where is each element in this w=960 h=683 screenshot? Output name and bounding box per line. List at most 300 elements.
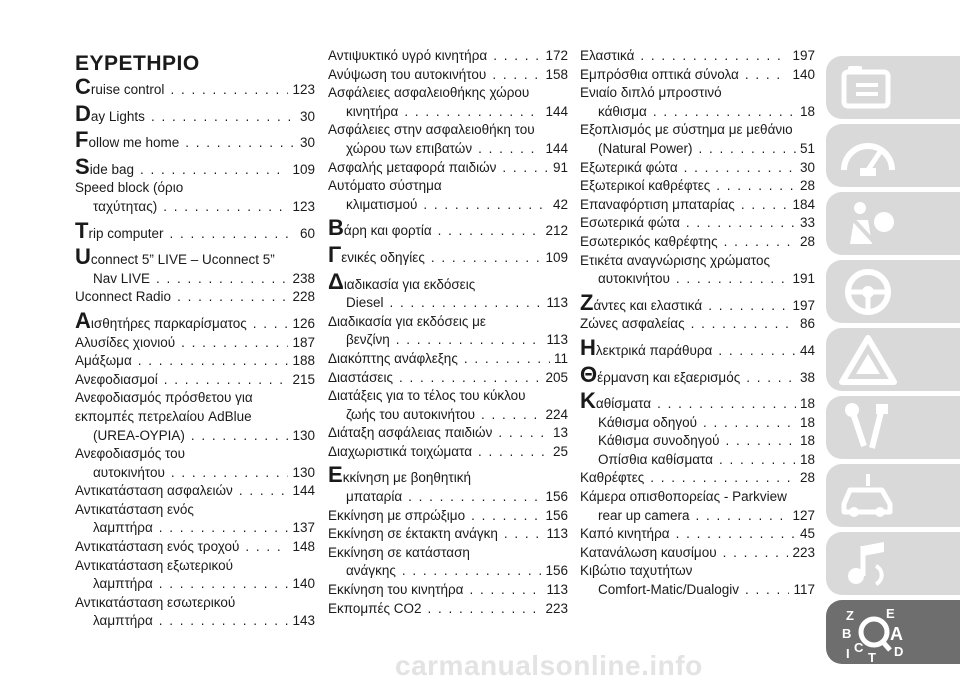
index-initial: Ε — [328, 462, 343, 488]
page-number: 44 — [799, 342, 815, 358]
entry-text: ollow me home — [88, 135, 180, 151]
entry-text: Διακόπτης ανάφλεξης — [328, 350, 458, 366]
index-column-2 — [328, 47, 568, 618]
entry-text: Εμπρόσθια οπτικά σύνολα — [580, 66, 739, 82]
index-entry — [328, 387, 568, 424]
leader-dots — [175, 334, 288, 353]
page-number: 30 — [299, 108, 315, 124]
leader-dots — [425, 249, 542, 268]
entry-text: μπαταρία — [346, 489, 403, 505]
tab-maintenance[interactable] — [826, 396, 960, 459]
entry-text: Κάμερα οπισθοπορείας - Parkview — [580, 489, 787, 505]
leader-dots — [157, 198, 288, 217]
leader-dots — [458, 350, 550, 369]
page-number: 30 — [799, 159, 815, 175]
entry-text: Ανεφοδιασμοί — [75, 371, 158, 387]
leader-dots — [487, 47, 541, 66]
leader-dots — [247, 315, 289, 334]
index-initial: Γ — [328, 241, 342, 267]
index-entry — [328, 581, 568, 600]
leader-dots — [680, 214, 796, 233]
entry-text: Ασφαλής μεταφορά παιδιών — [328, 159, 497, 175]
entry-text: Διαστάσεις — [328, 369, 393, 385]
index-entry — [328, 600, 568, 619]
entry-text: Εκκίνηση του κινητήρα — [328, 582, 464, 598]
index-entry — [75, 352, 315, 371]
page-number: 130 — [292, 427, 315, 443]
entry-text: Ανεφοδιασμός πρόσθετου για — [75, 390, 253, 406]
page-number: 86 — [799, 316, 815, 332]
leader-dots — [492, 424, 549, 443]
page-number: 113 — [546, 295, 568, 311]
entry-text: ενικές οδηγίες — [341, 249, 425, 265]
index-entry — [580, 84, 815, 121]
leader-dots — [472, 140, 541, 159]
page-number: 188 — [292, 353, 315, 369]
leader-dots — [719, 432, 796, 451]
page-number: 45 — [799, 526, 815, 542]
entry-text: ταχύτητας) — [93, 198, 158, 214]
leader-dots — [739, 66, 789, 85]
entry-text: Εσωτερικά φώτα — [580, 215, 680, 231]
page-number: 205 — [545, 369, 568, 385]
index-entry — [580, 214, 815, 233]
index-letter: B — [842, 626, 852, 641]
leader-dots — [712, 342, 796, 361]
entry-text: Εκκίνηση σε κατάσταση — [328, 544, 470, 560]
index-entry — [580, 66, 815, 85]
index-initial: F — [75, 127, 89, 153]
leader-dots — [179, 134, 296, 153]
multimedia-icon — [838, 538, 898, 590]
page-number: 126 — [292, 315, 315, 331]
page-number: 123 — [292, 82, 315, 97]
dashboard-warning-icon — [838, 130, 898, 180]
entry-text: Εσωτερικός καθρέφτης — [580, 233, 718, 249]
entry-text: (UREA-ΟΥΡΙΑ) — [93, 427, 185, 443]
page-number: 144 — [545, 140, 568, 156]
page-number: 156 — [545, 489, 568, 505]
leader-dots — [422, 600, 542, 619]
index-entry — [328, 159, 568, 178]
leader-dots — [165, 464, 289, 483]
index-entry — [75, 100, 315, 127]
tab-car-info[interactable] — [826, 56, 960, 119]
index-initial: Η — [580, 334, 596, 360]
entry-text: Εξοπλισμός με σύστημα με μεθάνιο — [580, 122, 793, 138]
index-entry — [75, 217, 315, 244]
entry-text: Διαχωριστικά τοιχώματα — [328, 443, 473, 459]
leader-dots — [132, 352, 289, 371]
page-number: 60 — [299, 225, 315, 241]
page-number: 140 — [292, 576, 315, 592]
page-number: 51 — [799, 140, 815, 156]
page-number: 137 — [292, 520, 315, 536]
index-letter: I — [846, 646, 850, 661]
index-initial: Ζ — [580, 289, 594, 315]
leader-dots — [702, 297, 788, 316]
entry-text: Εκπομπές CO2 — [328, 600, 422, 616]
index-entry — [580, 525, 815, 544]
index-entry — [328, 350, 568, 369]
index-initial: U — [75, 244, 91, 270]
index-initial: D — [75, 100, 91, 126]
leader-dots — [384, 294, 543, 313]
tab-alphabetical-index[interactable] — [826, 600, 960, 664]
index-entry — [328, 177, 568, 214]
page-number: 238 — [292, 270, 315, 286]
index-initial: C — [75, 74, 91, 99]
index-entry — [328, 84, 568, 121]
tab-specs[interactable] — [826, 464, 960, 527]
entry-text: Καθρέφτες — [580, 470, 645, 486]
page-number: 187 — [292, 334, 315, 350]
entry-text: άρη και φορτία — [343, 223, 432, 239]
entry-text: ιαδικασία για εκδόσεις — [343, 276, 476, 292]
page-title: ΕΥΡΕΤΗΡΙΟ — [75, 52, 200, 75]
entry-text: Αντικατάσταση ενός τροχού — [75, 539, 240, 555]
entry-text: Κάθισμα οδηγού — [598, 414, 697, 430]
index-entry — [328, 507, 568, 526]
page-number: 172 — [545, 48, 568, 63]
entry-text: κλιματισμού — [346, 196, 418, 212]
index-entry — [75, 557, 315, 594]
leader-dots — [153, 612, 289, 631]
index-entry — [580, 361, 815, 388]
entry-text: Ελαστικά — [580, 48, 635, 63]
leader-dots — [134, 161, 288, 180]
index-letter: T — [868, 650, 876, 662]
entry-text: ay Lights — [90, 108, 145, 124]
index-letter: E — [886, 606, 895, 621]
entry-text: Εξωτερικά φώτα — [580, 159, 678, 175]
page-number: 144 — [292, 483, 315, 499]
leader-dots — [432, 222, 542, 241]
page-number: 140 — [792, 66, 815, 82]
page-number: 18 — [799, 433, 815, 449]
leader-dots — [390, 331, 543, 350]
index-entry — [75, 389, 315, 445]
index-entry — [328, 121, 568, 158]
index-entry — [580, 289, 815, 316]
index-letter: C — [854, 640, 864, 655]
leader-dots — [697, 414, 796, 433]
entry-text: εκπομπές πετρελαίου AdBlue — [75, 408, 252, 424]
tab-safety[interactable] — [826, 192, 960, 255]
index-entry — [580, 252, 815, 289]
leader-dots — [670, 270, 789, 289]
leader-dots — [717, 544, 789, 563]
index-column-3 — [580, 47, 815, 600]
page-number: 18 — [799, 414, 815, 430]
index-entry — [328, 525, 568, 544]
leader-dots — [718, 233, 796, 252]
index-entry — [75, 501, 315, 538]
page-number: 13 — [552, 425, 568, 441]
leader-dots — [670, 525, 796, 544]
index-entry — [580, 544, 815, 563]
tab-multimedia[interactable] — [826, 532, 960, 595]
index-entry — [580, 233, 815, 252]
index-entry — [328, 313, 568, 350]
leader-dots — [475, 406, 541, 425]
entry-text: Ετικέτα αναγνώρισης χρώματος — [580, 252, 771, 268]
index-entry — [580, 562, 815, 599]
entry-text: άντες και ελαστικά — [593, 297, 703, 313]
index-entry — [75, 288, 315, 307]
page-number: 184 — [792, 196, 815, 212]
entry-text: λεκτρικά παράθυρα — [595, 342, 713, 358]
index-entry — [328, 215, 568, 241]
index-entry — [580, 451, 815, 470]
page-number: 130 — [292, 464, 315, 480]
index-entry — [580, 388, 815, 414]
steering-wheel-icon — [838, 266, 898, 318]
entry-text: λαμπτήρα — [93, 520, 153, 536]
leader-dots — [690, 507, 789, 526]
page-number: 109 — [292, 161, 315, 177]
page-number: 109 — [545, 249, 568, 265]
leader-dots — [164, 81, 288, 100]
watermark: carmanualsonline.info — [395, 650, 703, 681]
leader-dots — [398, 103, 541, 122]
entry-text: Αυτόματο σύστημα — [328, 178, 442, 194]
leader-dots — [735, 196, 789, 215]
index-entry — [75, 153, 315, 180]
entry-text: Κατανάλωση καυσίμου — [580, 544, 717, 560]
index-entry — [580, 315, 815, 334]
index-entry — [328, 241, 568, 268]
leader-dots — [153, 519, 289, 538]
page-number: 33 — [799, 215, 815, 231]
entry-text: Αντικατάσταση ασφαλειών — [75, 483, 233, 499]
car-info-icon — [838, 62, 896, 112]
tools-icon — [838, 402, 898, 454]
entry-text: Ενιαίο διπλό μπροστινό — [580, 85, 722, 101]
page-number: 212 — [545, 223, 568, 239]
entry-text: Εκκίνηση με σπρώξιμο — [328, 507, 466, 523]
entry-text: Κιβώτιο ταχυτήτων — [580, 563, 693, 579]
entry-text: Ανύψωση του αυτοκινήτου — [328, 66, 487, 82]
page-number: 28 — [799, 233, 815, 249]
leader-dots — [158, 371, 289, 390]
entry-text: connect 5” LIVE – Uconnect 5” — [90, 252, 275, 268]
page-number: 117 — [793, 582, 815, 598]
entry-text: ruise control — [90, 82, 165, 97]
page-number: 18 — [799, 451, 815, 467]
page-number: 156 — [545, 563, 568, 579]
index-entry — [75, 179, 315, 216]
leader-dots — [634, 47, 788, 66]
index-entry — [75, 127, 315, 153]
index-initial: S — [75, 153, 90, 179]
entry-text: ide bag — [89, 161, 134, 177]
leader-dots — [150, 270, 288, 289]
leader-dots — [651, 395, 796, 414]
index-entry — [328, 369, 568, 388]
page-number: 113 — [546, 582, 568, 598]
entry-text: Αντιψυκτικό υγρό κινητήρα — [328, 48, 488, 63]
leader-dots — [496, 159, 549, 178]
page-number: 144 — [545, 103, 568, 119]
page-number: 30 — [299, 135, 315, 151]
entry-text: (Natural Power) — [598, 140, 693, 156]
page-number: 228 — [292, 289, 315, 305]
index-entry — [580, 159, 815, 178]
entry-text: Διατάξεις για το τέλος του κύκλου — [328, 388, 526, 404]
index-entry — [75, 244, 315, 288]
leader-dots — [402, 488, 541, 507]
index-entry — [580, 177, 815, 196]
entry-text: Αμάξωμα — [75, 353, 132, 369]
entry-text: αθίσματα — [595, 396, 652, 412]
entry-text: λαμπτήρα — [93, 576, 153, 592]
tab-driving[interactable] — [826, 260, 960, 323]
page-number: 127 — [792, 507, 815, 523]
leader-dots — [647, 103, 796, 122]
entry-text: κάθισμα — [598, 103, 647, 119]
entry-text: Uconnect Radio — [75, 289, 172, 305]
leader-dots — [486, 66, 541, 85]
entry-text: Αντικατάσταση εξωτερικού — [75, 557, 233, 573]
page-number: 215 — [292, 371, 315, 387]
index-entry — [580, 121, 815, 158]
page-number: 91 — [552, 159, 568, 175]
leader-dots — [163, 225, 295, 244]
index-entry — [75, 334, 315, 353]
entry-text: Καπό κινητήρα — [580, 526, 670, 542]
entry-text: Επαναφόρτιση μπαταρίας — [580, 196, 735, 212]
index-entry — [580, 414, 815, 433]
leader-dots — [685, 315, 796, 334]
page-number: 113 — [546, 332, 568, 348]
entry-text: έρμανση και εξαερισμός — [597, 369, 741, 385]
entry-text: ανάγκης — [346, 563, 396, 579]
leader-dots — [498, 525, 543, 544]
index-entry — [75, 445, 315, 482]
index-entry — [328, 268, 568, 313]
index-entry — [580, 196, 815, 215]
index-entry — [580, 47, 815, 66]
page-number: 42 — [552, 196, 568, 212]
entry-text: Diesel — [346, 295, 384, 311]
page-number: 38 — [799, 369, 815, 385]
index-entry — [580, 488, 815, 525]
index-entry — [75, 594, 315, 631]
entry-text: Οπίσθια καθίσματα — [598, 451, 713, 467]
page-number: 25 — [552, 443, 568, 459]
index-column-1 — [75, 47, 315, 631]
entry-text: ισθητήρες παρκαρίσματος — [90, 315, 247, 331]
page-number: 11 — [553, 350, 568, 366]
leader-dots — [393, 369, 542, 388]
leader-dots — [739, 581, 789, 600]
entry-text: Comfort-Matic/Dualogiv — [598, 582, 740, 598]
entry-text: Διάταξη ασφάλειας παιδιών — [328, 425, 493, 441]
index-entry — [328, 424, 568, 443]
entry-text: Εκκίνηση σε έκτακτη ανάγκη — [328, 526, 498, 542]
entry-text: ζωής του αυτοκινήτου — [346, 406, 476, 422]
index-entry — [580, 334, 815, 361]
page-number: 191 — [792, 271, 815, 287]
leader-dots — [693, 140, 796, 159]
leader-dots — [465, 507, 541, 526]
leader-dots — [713, 451, 796, 470]
entry-text: Nav LIVE — [93, 270, 151, 286]
entry-text: Αντικατάσταση εσωτερικού — [75, 594, 236, 610]
page-number: 224 — [545, 406, 568, 422]
entry-text: Αντικατάσταση ενός — [75, 501, 194, 517]
chapter-tabs — [826, 56, 960, 669]
index-entry — [580, 432, 815, 451]
index-entry — [328, 462, 568, 506]
page-number: 156 — [545, 507, 568, 523]
index-entry — [75, 482, 315, 501]
index-entry — [75, 371, 315, 390]
index-initial: T — [75, 217, 89, 243]
index-letter: Z — [846, 608, 854, 623]
leader-dots — [472, 443, 549, 462]
leader-dots — [153, 575, 289, 594]
alphabetical-index-icon — [838, 606, 918, 662]
index-initial: Α — [75, 307, 91, 333]
leader-dots — [678, 159, 796, 178]
entry-text: κινητήρα — [346, 103, 399, 119]
entry-text: Εξωτερικοί καθρέφτες — [580, 178, 711, 194]
page-number: 18 — [799, 103, 815, 119]
entry-text: Ασφάλειες ασφαλειοθήκης χώρου — [328, 85, 530, 101]
index-letter: A — [890, 624, 903, 644]
seatbelt-airbag-icon — [838, 198, 898, 248]
leader-dots — [740, 369, 796, 388]
index-entry — [328, 443, 568, 462]
entry-text: αυτοκινήτου — [598, 271, 670, 287]
page-number: 143 — [292, 613, 315, 629]
entry-text: Διαδικασία για εκδόσεις με — [328, 313, 486, 329]
entry-text: χώρου των επιβατών — [346, 140, 473, 156]
entry-text: Ζώνες ασφαλείας — [580, 316, 685, 332]
index-initial: Β — [328, 215, 344, 241]
entry-text: Speed block (όριο — [75, 180, 184, 196]
page-number: 148 — [292, 539, 315, 555]
tab-emergency[interactable] — [826, 328, 960, 391]
index-letter: D — [894, 644, 904, 659]
entry-text: λαμπτήρα — [93, 613, 153, 629]
entry-text: Αλυσίδες χιονιού — [75, 334, 176, 350]
page-number: 197 — [792, 48, 815, 63]
page-number: 18 — [799, 396, 815, 412]
leader-dots — [239, 538, 288, 557]
entry-text: Ασφάλειες στην ασφαλειοθήκη του — [328, 122, 535, 138]
leader-dots — [710, 177, 796, 196]
index-entry — [580, 469, 815, 488]
tab-dashboard[interactable] — [826, 124, 960, 187]
leader-dots — [463, 581, 542, 600]
entry-text: Ανεφοδιασμός του — [75, 446, 186, 462]
entry-text: βενζίνη — [346, 332, 390, 348]
car-specs-icon — [838, 470, 898, 522]
index-initial: Θ — [580, 361, 598, 387]
entry-text: rip computer — [88, 225, 164, 241]
page-number: 28 — [799, 470, 815, 486]
leader-dots — [644, 469, 796, 488]
index-initial: Κ — [580, 388, 596, 414]
page-number: 28 — [799, 178, 815, 194]
index-entry — [75, 307, 315, 334]
leader-dots — [185, 427, 289, 446]
warning-triangle-icon — [838, 334, 898, 386]
page-number: 123 — [292, 198, 315, 214]
